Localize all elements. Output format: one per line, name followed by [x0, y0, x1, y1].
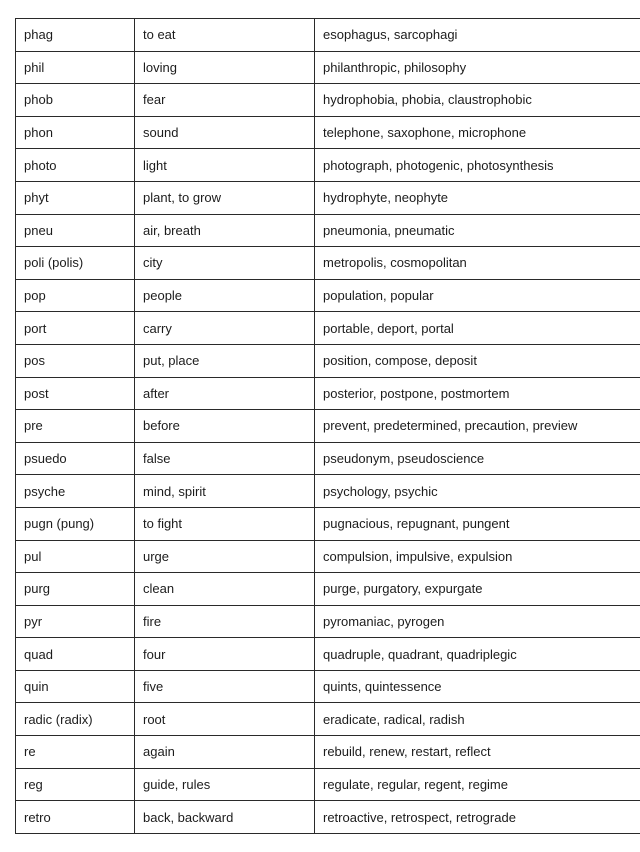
- root-cell: poli (polis): [16, 247, 135, 280]
- table-row: [16, 801, 640, 834]
- root-cell: radic (radix): [16, 703, 135, 736]
- meaning-cell: carry: [135, 312, 315, 345]
- table-row: [16, 214, 640, 247]
- table-row: [16, 279, 640, 312]
- root-cell: phag: [16, 19, 135, 52]
- examples-cell: pneumonia, pneumatic: [315, 214, 640, 247]
- meaning-cell: loving: [135, 51, 315, 84]
- root-cell: pos: [16, 344, 135, 377]
- examples-cell: hydrophobia, phobia, claustrophobic: [315, 84, 640, 117]
- meaning-cell: sound: [135, 116, 315, 149]
- table-row: [16, 84, 640, 117]
- examples-cell: quadruple, quadrant, quadriplegic: [315, 638, 640, 671]
- examples-cell: pseudonym, pseudoscience: [315, 442, 640, 475]
- examples-cell: metropolis, cosmopolitan: [315, 247, 640, 280]
- table-row: [16, 442, 640, 475]
- examples-cell: esophagus, sarcophagi: [315, 19, 640, 52]
- root-cell: phob: [16, 84, 135, 117]
- examples-cell: position, compose, deposit: [315, 344, 640, 377]
- meaning-cell: put, place: [135, 344, 315, 377]
- examples-cell: eradicate, radical, radish: [315, 703, 640, 736]
- table-row: [16, 149, 640, 182]
- examples-cell: quints, quintessence: [315, 670, 640, 703]
- examples-cell: pugnacious, repugnant, pungent: [315, 507, 640, 540]
- root-cell: retro: [16, 801, 135, 834]
- table-row: [16, 377, 640, 410]
- meaning-cell: back, backward: [135, 801, 315, 834]
- root-cell: phon: [16, 116, 135, 149]
- table-row: [16, 475, 640, 508]
- root-cell: phil: [16, 51, 135, 84]
- table-row: [16, 19, 640, 52]
- table-row: [16, 736, 640, 769]
- table-row: [16, 540, 640, 573]
- examples-cell: portable, deport, portal: [315, 312, 640, 345]
- meaning-cell: before: [135, 410, 315, 443]
- examples-cell: compulsion, impulsive, expulsion: [315, 540, 640, 573]
- table-row: [16, 768, 640, 801]
- root-cell: pre: [16, 410, 135, 443]
- word-roots-table: [15, 18, 640, 834]
- examples-cell: philanthropic, philosophy: [315, 51, 640, 84]
- meaning-cell: mind, spirit: [135, 475, 315, 508]
- examples-cell: rebuild, renew, restart, reflect: [315, 736, 640, 769]
- table-row: [16, 638, 640, 671]
- root-cell: port: [16, 312, 135, 345]
- examples-cell: photograph, photogenic, photosynthesis: [315, 149, 640, 182]
- meaning-cell: after: [135, 377, 315, 410]
- meaning-cell: again: [135, 736, 315, 769]
- table-row: [16, 703, 640, 736]
- root-cell: pneu: [16, 214, 135, 247]
- table-row: [16, 573, 640, 606]
- examples-cell: psychology, psychic: [315, 475, 640, 508]
- meaning-cell: guide, rules: [135, 768, 315, 801]
- examples-cell: regulate, regular, regent, regime: [315, 768, 640, 801]
- meaning-cell: clean: [135, 573, 315, 606]
- examples-cell: hydrophyte, neophyte: [315, 181, 640, 214]
- table-row: [16, 605, 640, 638]
- meaning-cell: city: [135, 247, 315, 280]
- table-row: [16, 344, 640, 377]
- root-cell: psuedo: [16, 442, 135, 475]
- root-cell: photo: [16, 149, 135, 182]
- table-row: [16, 51, 640, 84]
- examples-cell: purge, purgatory, expurgate: [315, 573, 640, 606]
- root-cell: pyr: [16, 605, 135, 638]
- root-cell: quad: [16, 638, 135, 671]
- table-row: [16, 116, 640, 149]
- examples-cell: pyromaniac, pyrogen: [315, 605, 640, 638]
- word-roots-table-body: [16, 19, 640, 834]
- meaning-cell: people: [135, 279, 315, 312]
- examples-cell: population, popular: [315, 279, 640, 312]
- table-row: [16, 247, 640, 280]
- meaning-cell: four: [135, 638, 315, 671]
- examples-cell: posterior, postpone, postmortem: [315, 377, 640, 410]
- root-cell: post: [16, 377, 135, 410]
- meaning-cell: fire: [135, 605, 315, 638]
- root-cell: quin: [16, 670, 135, 703]
- meaning-cell: five: [135, 670, 315, 703]
- examples-cell: retroactive, retrospect, retrograde: [315, 801, 640, 834]
- root-cell: psyche: [16, 475, 135, 508]
- root-cell: re: [16, 736, 135, 769]
- root-cell: phyt: [16, 181, 135, 214]
- meaning-cell: light: [135, 149, 315, 182]
- meaning-cell: air, breath: [135, 214, 315, 247]
- meaning-cell: to fight: [135, 507, 315, 540]
- table-row: [16, 410, 640, 443]
- root-cell: pop: [16, 279, 135, 312]
- root-cell: reg: [16, 768, 135, 801]
- meaning-cell: fear: [135, 84, 315, 117]
- table-row: [16, 181, 640, 214]
- root-cell: pugn (pung): [16, 507, 135, 540]
- table-row: [16, 670, 640, 703]
- examples-cell: prevent, predetermined, precaution, preview: [315, 410, 640, 443]
- table-row: [16, 507, 640, 540]
- root-cell: pul: [16, 540, 135, 573]
- meaning-cell: urge: [135, 540, 315, 573]
- meaning-cell: false: [135, 442, 315, 475]
- root-cell: purg: [16, 573, 135, 606]
- meaning-cell: plant, to grow: [135, 181, 315, 214]
- examples-cell: telephone, saxophone, microphone: [315, 116, 640, 149]
- meaning-cell: to eat: [135, 19, 315, 52]
- meaning-cell: root: [135, 703, 315, 736]
- table-row: [16, 312, 640, 345]
